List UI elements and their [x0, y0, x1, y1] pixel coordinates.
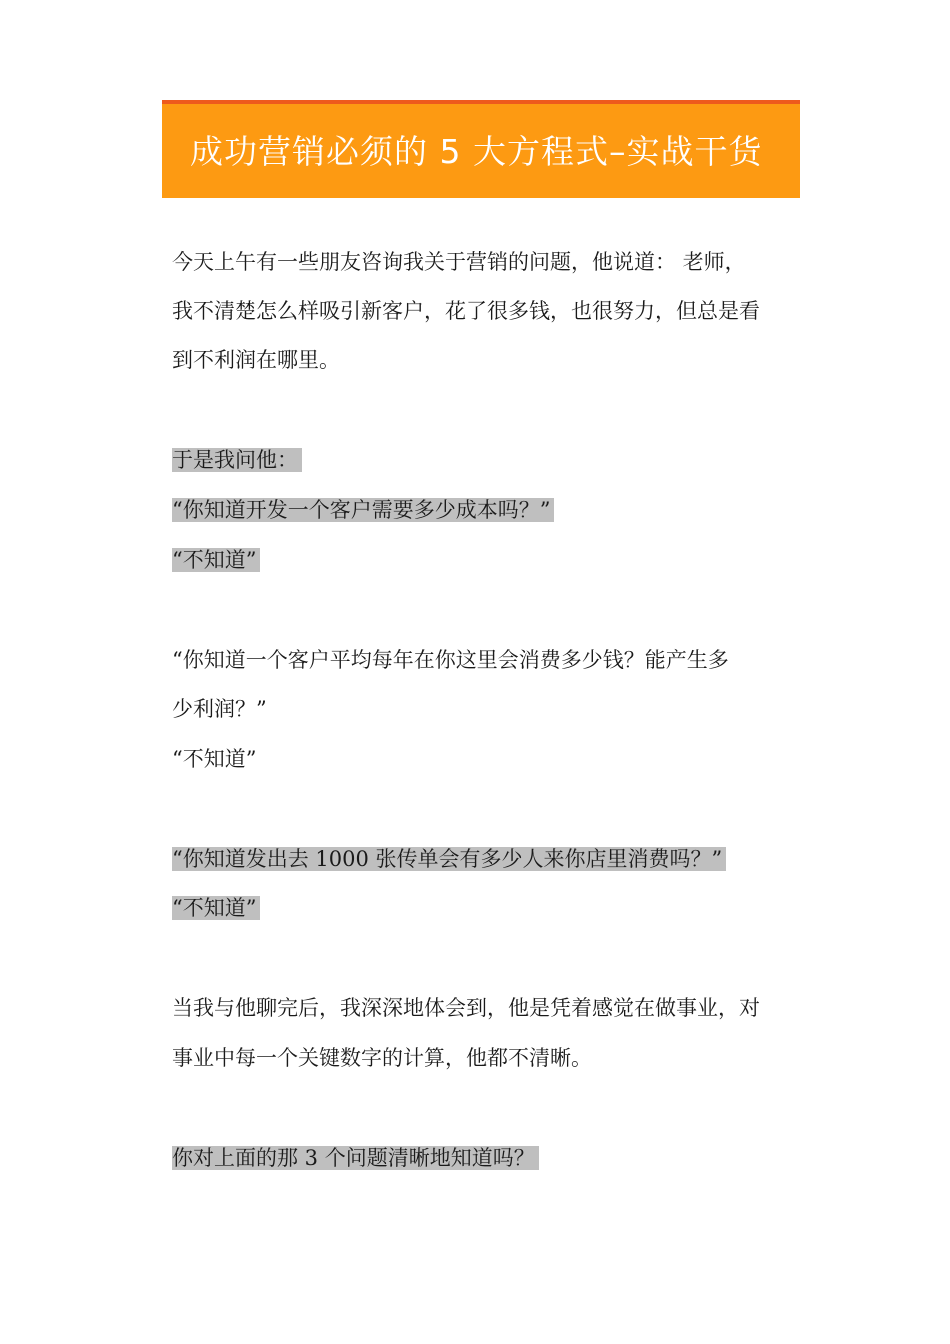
dialog2-line-2: 少利润？” [172, 697, 267, 721]
conclusion-line-1: 当我与他聊完后，我深深地体会到，他是凭着感觉在做事业，对 [172, 996, 760, 1020]
highlighted-text: 于是我问他： [172, 448, 302, 472]
conclusion-line-2: 事业中每一个关键数字的计算，他都不清晰。 [172, 1046, 592, 1070]
highlighted-text: 你对上面的那 3 个问题清晰地知道吗？ [172, 1146, 539, 1170]
dialog1-line-1 [172, 440, 302, 480]
title-banner [162, 100, 800, 198]
highlighted-text: “你知道发出去 1000 张传单会有多少人来你店里消费吗？” [172, 847, 726, 871]
intro-line-3: 到不利润在哪里。 [172, 348, 340, 372]
dialog1-line-3 [172, 540, 260, 580]
page-title: 成功营销必须的 5 大方程式–实战干货 [190, 132, 763, 171]
dialog3-line-2 [172, 888, 260, 928]
dialog2-line-1: “你知道一个客户平均每年在你这里会消费多少钱？能产生多 [172, 648, 729, 672]
question-line [172, 1138, 539, 1178]
dialog3-line-1 [172, 839, 726, 879]
intro-line-1: 今天上午有一些朋友咨询我关于营销的问题，他说道： 老师， [172, 250, 746, 274]
highlighted-text: “不知道” [172, 896, 260, 920]
intro-line-2: 我不清楚怎么样吸引新客户，花了很多钱，也很努力，但总是看 [172, 299, 760, 323]
dialog1-line-2 [172, 490, 554, 530]
dialog2-line-3: “不知道” [172, 747, 257, 771]
highlighted-text: “你知道开发一个客户需要多少成本吗？” [172, 498, 554, 522]
highlighted-text: “不知道” [172, 548, 260, 572]
